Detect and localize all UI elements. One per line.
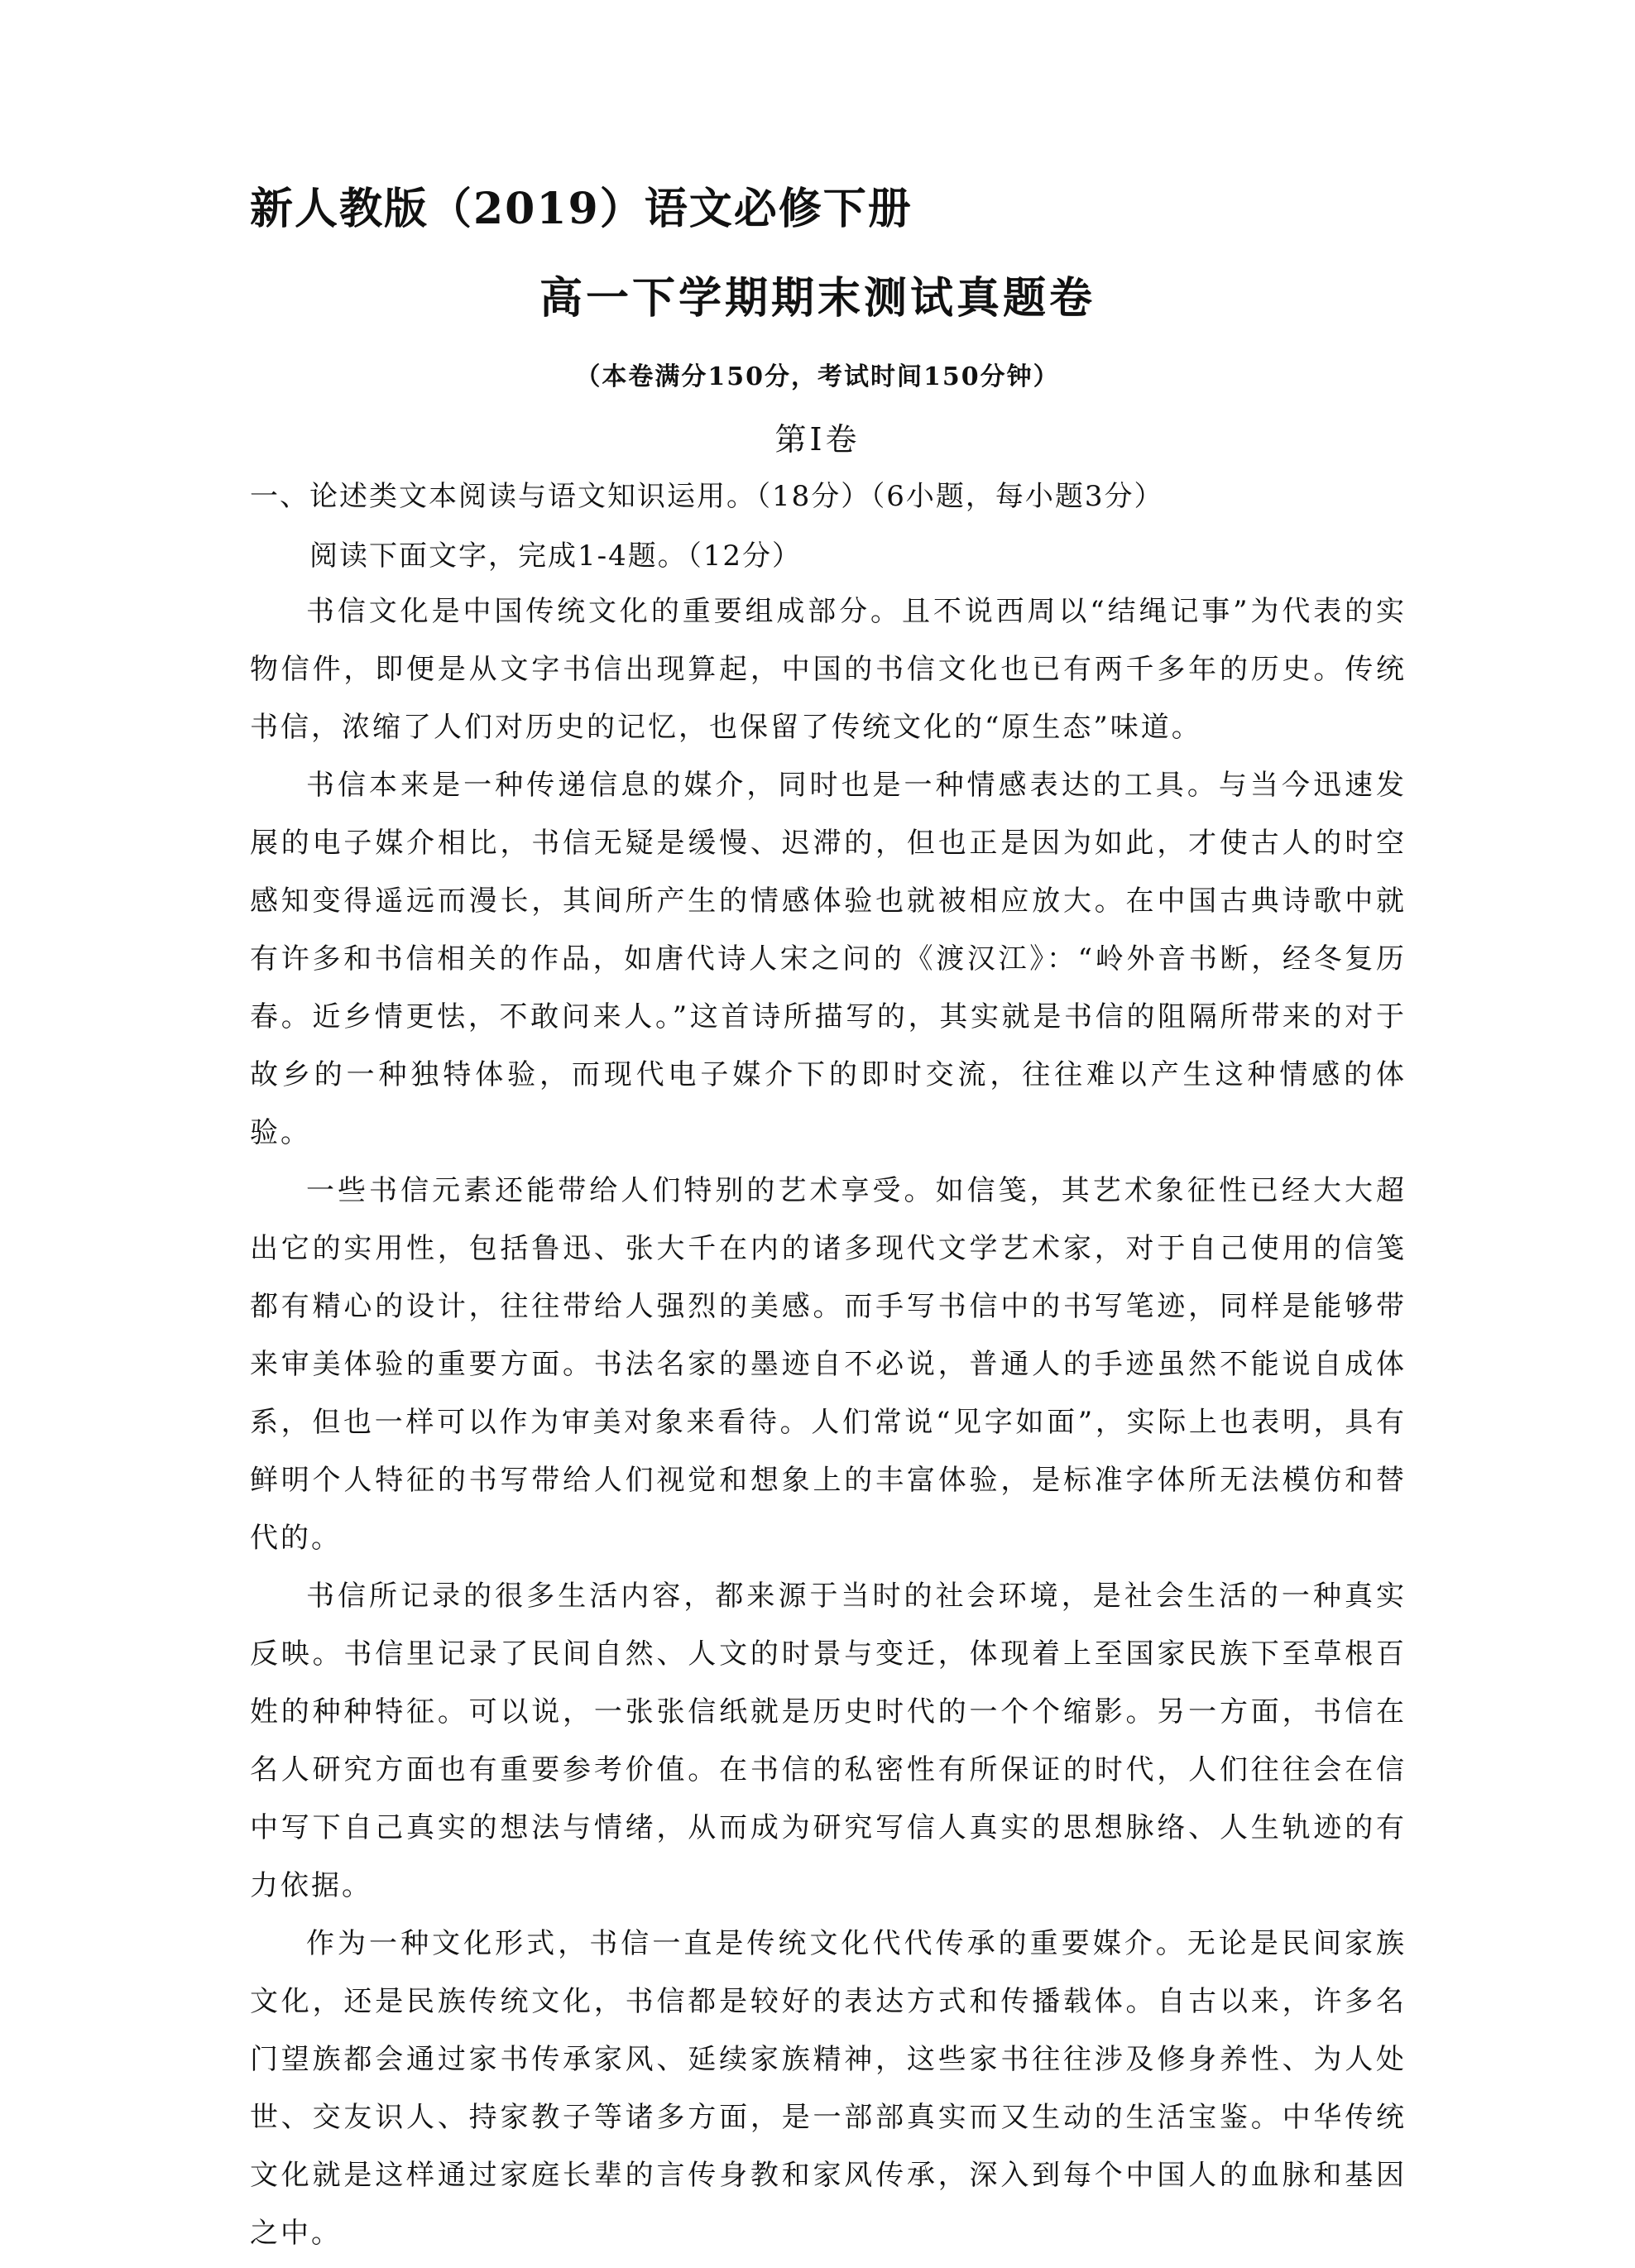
exam-title: 高一下学期期末测试真题卷 bbox=[539, 273, 1096, 324]
reading-passage bbox=[250, 583, 1407, 2262]
series-title: 新人教版（2019）语文必修下册 bbox=[250, 184, 913, 234]
passage-paragraph-3: 一些书信元素还能带给人们特别的艺术享受。如信笺，其艺术象征性已经大大超出它的实用性，包括鲁迅、张大千在内的诸多现代文学艺术家，对于自己使用的信笺都有精心的设计，往往带给人强烈的美感。而手写书信中的书写笔迹，同样是能够带来审美体验的重要方面。书法名家的墨迹自不必说，普通人的手迹虽然不能说自成体系，但也一样可以作为审美对象来看待。人们常说“见字如面”，实际上也表明，具有鲜明个人特征的书写带给人们视觉和想象上的丰富体验，是标准字体所无法模仿和替代的。 bbox=[250, 1174, 1407, 1555]
volume-label: 第Ⅰ卷 bbox=[774, 421, 861, 458]
section-heading: 一、论述类文本阅读与语文知识运用。（18分）（6小题，每小题3分） bbox=[250, 480, 1164, 513]
reading-instruction: 阅读下面文字，完成1-4题。（12分） bbox=[309, 539, 803, 573]
passage-paragraph-2: 书信本来是一种传递信息的媒介，同时也是一种情感表达的工具。与当今迅速发展的电子媒介相比，书信无疑是缓慢、迟滞的，但也正是因为如此，才使古人的时空感知变得遥远而漫长，其间所产生的情感体验也就被相应放大。在中国古典诗歌中就有许多和书信相关的作品，如唐代诗人宋之问的《渡汉江》：“岭外音书断，经冬复历春。近乡情更怯，不敢问来人。”这首诗所描写的，其实就是书信的阻隔所带来的对于故乡的一种独特体验，而现代电子媒介下的即时交流，往往难以产生这种情感的体验。 bbox=[250, 769, 1407, 1149]
passage-paragraph-1: 书信文化是中国传统文化的重要组成部分。且不说西周以“结绳记事”为代表的实物信件，即便是从文字书信出现算起，中国的书信文化也已有两千多年的历史。传统书信，浓缩了人们对历史的记忆，也保留了传统文化的“原生态”味道。 bbox=[250, 595, 1407, 744]
passage-paragraph-4: 书信所记录的很多生活内容，都来源于当时的社会环境，是社会生活的一种真实反映。书信里记录了民间自然、人文的时景与变迁，体现着上至国家民族下至草根百姓的种种特征。可以说，一张张信纸就是历史时代的一个个缩影。另一方面，书信在名人研究方面也有重要参考价值。在书信的私密性有所保证的时代，人们往往会在信中写下自己真实的想法与情绪，从而成为研究写信人真实的思想脉络、人生轨迹的有力依据。 bbox=[250, 1580, 1407, 1902]
passage-paragraph-5: 作为一种文化形式，书信一直是传统文化代代传承的重要媒介。无论是民间家族文化，还是民族传统文化，书信都是较好的表达方式和传播载体。自古以来，许多名门望族都会通过家书传承家风、延续家族精神，这些家书往往涉及修身养性、为人处世、交友识人、持家教子等诸多方面，是一部部真实而又生动的生活宝鉴。中华传统文化就是这样通过家庭长辈的言传身教和家风传承，深入到每个中国人的血脉和基因之中。 bbox=[250, 1927, 1407, 2250]
exam-note: （本卷满分150分，考试时间150分钟） bbox=[575, 362, 1060, 391]
